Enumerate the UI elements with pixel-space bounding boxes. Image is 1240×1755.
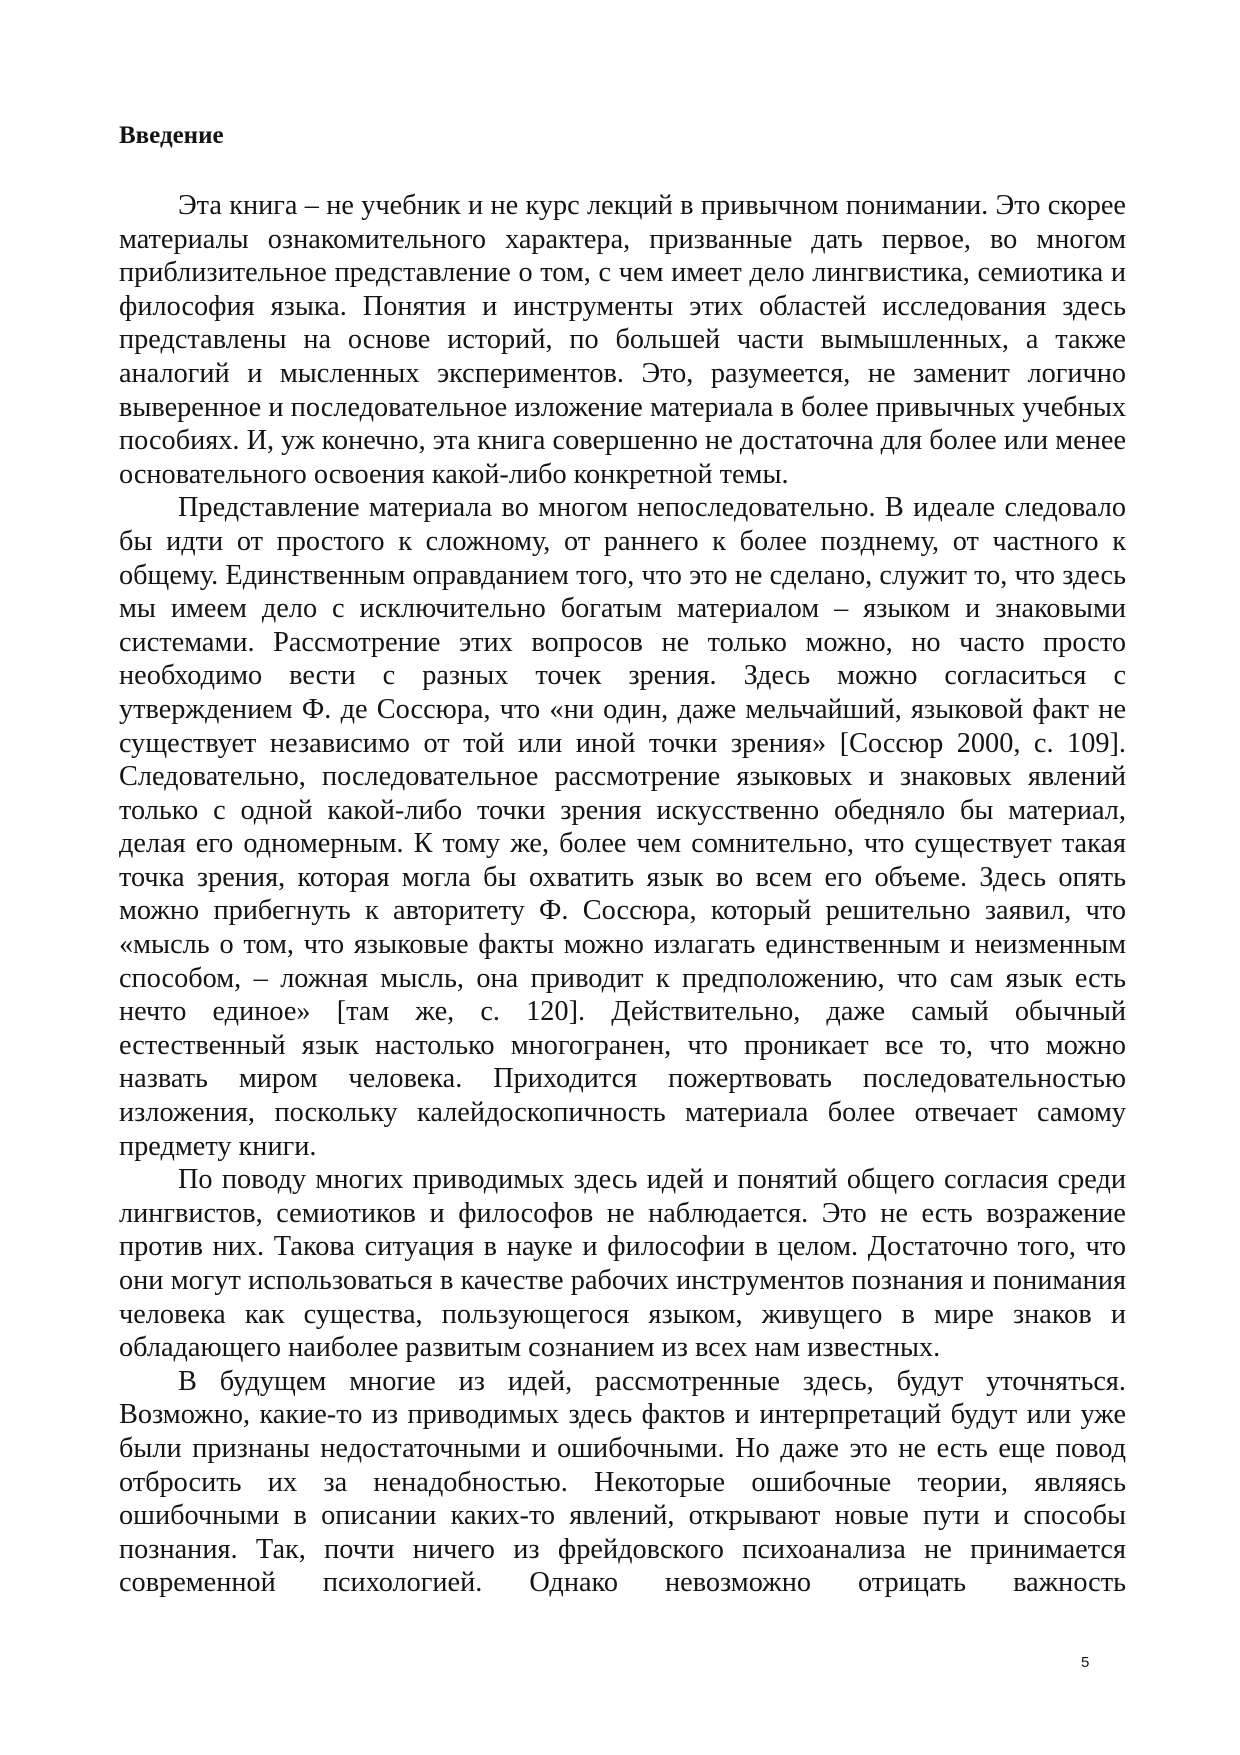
paragraph-3: По поводу многих приводимых здесь идей и понятий общего согласия среди лингвистов, семиотиков и философов не наблюдается. Это не есть возражение против них. Такова ситуация в науке и философии в целом. Достаточно того, что они могут использоваться в качестве рабочих инструментов познания и понимания человека как существа, пользующегося языком, живущего в мире знаков и обладающего наиболее развитым сознанием из всех нам известных.	[119, 1164, 1126, 1364]
page-number: 5	[1081, 1654, 1090, 1671]
body-text	[119, 189, 1126, 1600]
paragraph-1: Эта книга – не учебник и не курс лекций в привычном понимании. Это скорее материалы ознакомительного характера, призванные дать первое, во многом приблизительное представление о том, с чем имеет дело лингвистика, семиотика и философия языка. Понятия и инструменты этих областей исследования здесь представлены на основе историй, по большей части вымышленных, а также аналогий и мысленных экспериментов. Это, разумеется, не заменит логично выверенное и последовательное изложение материала в более привычных учебных пособиях. И, уж конечно, эта книга совершенно не достаточна для более или менее основательного освоения какой-либо конкретной темы.	[119, 190, 1126, 490]
paragraph-4: В будущем многие из идей, рассмотренные здесь, будут уточняться. Возможно, какие-то из приводимых здесь фактов и интерпретаций будут или уже были признаны недостаточными и ошибочными. Но даже это не есть еще повод отбросить их за ненадобностью. Некоторые ошибочные теории, являясь ошибочными в описании каких-то явлений, открывают новые пути и способы познания. Так, почти ничего из фрейдовского психоанализа не принимается современной психологией. Однако невозможно отрицать важность	[119, 1365, 1126, 1599]
section-heading: Введение	[119, 122, 224, 149]
paragraph-2: Представление материала во многом непоследовательно. В идеале следовало бы идти от простого к сложному, от раннего к более позднему, от частного к общему. Единственным оправданием того, что это не сделано, служит то, что здесь мы имеем дело с исключительно богатым материалом – языком и знаковыми системами. Рассмотрение этих вопросов не только можно, но часто просто необходимо вести с разных точек зрения. Здесь можно согласиться с утверждением Ф. де Соссюра, что «ни один, даже мельчайший, языковой факт не существует независимо от той или иной точки зрения» [Соссюр 2000, с. 109]. Следовательно, последовательное рассмотрение языковых и знаковых явлений только с одной какой-либо точки зрения искусственно обедняло бы материал, делая его одномерным. К тому же, более чем сомнительно, что существует такая точка зрения, которая могла бы охватить язык во всем его объеме. Здесь опять можно прибегнуть к авторитету Ф. Соссюра, который решительно заявил, что «мысль о том, что языковые факты можно излагать единственным и неизменным способом, – ложная мысль, она приводит к предположению, что сам язык есть нечто единое» [там же, с. 120]. Действительно, даже самый обычный естественный язык настолько многогранен, что проникает все то, что можно назвать миром человека. Приходится пожертвовать последовательностью изложения, поскольку калейдоскопичность материала более отвечает самому предмету книги.	[119, 492, 1126, 1162]
